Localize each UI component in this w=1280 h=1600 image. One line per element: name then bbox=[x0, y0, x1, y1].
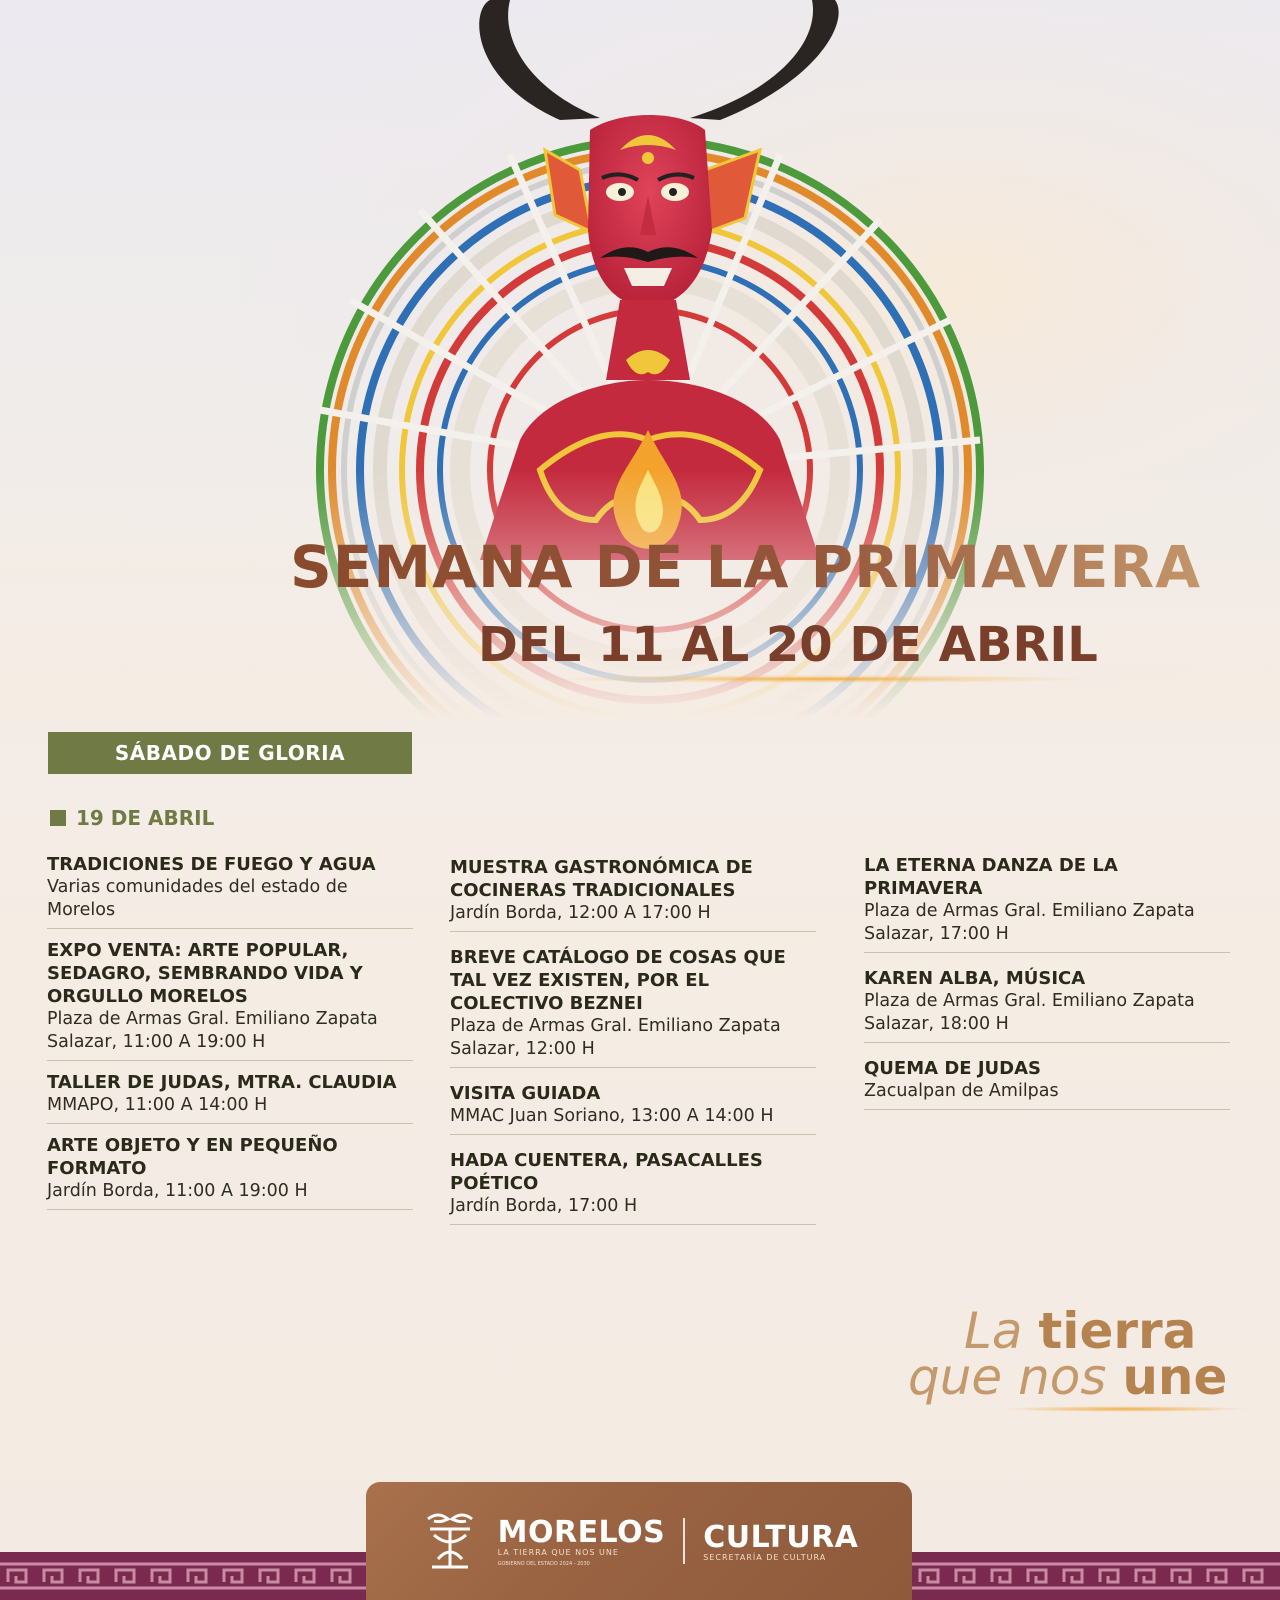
event-detail: Zacualpan de Amilpas bbox=[864, 1081, 1059, 1101]
day-banner bbox=[48, 732, 412, 774]
event-title: TRADICIONES DE FUEGO Y AGUA bbox=[47, 854, 376, 875]
slogan-line-2 bbox=[908, 1348, 1227, 1406]
slogan-word: que nos bbox=[908, 1348, 1107, 1406]
event-title: BREVE CATÁLOGO DE COSAS QUE TAL VEZ EXISTEN, POR EL COLECTIVO BEZNEI bbox=[450, 947, 786, 1014]
morelos-brand bbox=[498, 1515, 666, 1567]
events-column-3 bbox=[864, 854, 1230, 1110]
brand-name: MORELOS bbox=[497, 1515, 666, 1550]
events-column-1 bbox=[47, 853, 413, 1210]
event-item bbox=[47, 1071, 413, 1124]
event-item bbox=[450, 946, 816, 1068]
event-title: MUESTRA GASTRONÓMICA DE COCINERAS TRADICIONALES bbox=[450, 857, 753, 901]
date-row bbox=[50, 806, 214, 830]
event-title: TALLER DE JUDAS, MTRA. CLAUDIA bbox=[47, 1072, 397, 1093]
brand-tagline: LA TIERRA QUE NOS UNE bbox=[497, 1548, 619, 1557]
event-dates: DEL 11 AL 20 DE ABRIL bbox=[478, 617, 1098, 673]
slogan-word: La bbox=[964, 1302, 1023, 1360]
title-glow bbox=[560, 675, 1080, 683]
event-item bbox=[864, 1057, 1230, 1110]
events-column-2 bbox=[450, 856, 816, 1225]
event-detail: Jardín Borda, 12:00 A 17:00 H bbox=[450, 903, 711, 923]
event-detail: Varias comunidades del estado de Morelos bbox=[47, 877, 348, 920]
secretariat-subtitle: SECRETARÍA DE CULTURA bbox=[703, 1553, 827, 1562]
event-item bbox=[450, 1082, 816, 1135]
slogan-glow bbox=[1000, 1406, 1250, 1412]
date-label: 19 DE ABRIL bbox=[76, 806, 215, 830]
event-detail: Jardín Borda, 17:00 H bbox=[450, 1196, 638, 1216]
event-title: HADA CUENTERA, PASACALLES POÉTICO bbox=[450, 1150, 763, 1194]
event-detail: Plaza de Armas Gral. Emiliano Zapata Salazar, 11:00 A 19:00 H bbox=[47, 1009, 378, 1052]
event-detail: MMAC Juan Soriano, 13:00 A 14:00 H bbox=[450, 1106, 774, 1126]
slogan-word: une bbox=[1122, 1348, 1228, 1406]
greca-pattern-left bbox=[0, 1552, 366, 1600]
greca-pattern-right bbox=[912, 1552, 1280, 1600]
event-detail: MMAPO, 11:00 A 14:00 H bbox=[47, 1095, 268, 1115]
slogan-word: tierra bbox=[1038, 1302, 1197, 1360]
event-title: ARTE OBJETO Y EN PEQUEÑO FORMATO bbox=[47, 1135, 338, 1179]
event-item bbox=[450, 1149, 816, 1225]
event-item bbox=[450, 856, 816, 932]
secretariat-name: CULTURA bbox=[703, 1520, 859, 1555]
footer-logo-panel bbox=[366, 1482, 912, 1600]
secretariat-brand bbox=[703, 1520, 858, 1562]
event-item bbox=[864, 854, 1230, 953]
event-item bbox=[864, 967, 1230, 1043]
date-bullet-icon bbox=[50, 810, 66, 826]
event-item bbox=[47, 853, 413, 929]
event-title: EXPO VENTA: ARTE POPULAR, SEDAGRO, SEMBRANDO VIDA Y ORGULLO MORELOS bbox=[47, 940, 363, 1007]
morelos-emblem-icon bbox=[420, 1509, 480, 1573]
event-detail: Jardín Borda, 11:00 A 19:00 H bbox=[47, 1181, 308, 1201]
event-item bbox=[47, 939, 413, 1061]
brand-government: GOBIERNO DEL ESTADO 2024 - 2030 bbox=[497, 1561, 590, 1567]
event-detail: Plaza de Armas Gral. Emiliano Zapata Salazar, 12:00 H bbox=[450, 1016, 781, 1059]
event-title: LA ETERNA DANZA DE LA PRIMAVERA bbox=[864, 855, 1118, 899]
day-name: SÁBADO DE GLORIA bbox=[114, 741, 346, 765]
title-block bbox=[0, 525, 1280, 705]
event-item bbox=[47, 1134, 413, 1210]
event-title: KAREN ALBA, MÚSICA bbox=[864, 968, 1086, 989]
event-detail: Plaza de Armas Gral. Emiliano Zapata Salazar, 18:00 H bbox=[864, 991, 1195, 1034]
footer-divider bbox=[683, 1518, 685, 1564]
event-detail: Plaza de Armas Gral. Emiliano Zapata Salazar, 17:00 H bbox=[864, 901, 1195, 944]
event-title: VISITA GUIADA bbox=[450, 1083, 601, 1104]
event-title: QUEMA DE JUDAS bbox=[864, 1058, 1041, 1079]
slogan bbox=[900, 1302, 1240, 1412]
event-title: SEMANA DE LA PRIMAVERA bbox=[290, 533, 1230, 601]
